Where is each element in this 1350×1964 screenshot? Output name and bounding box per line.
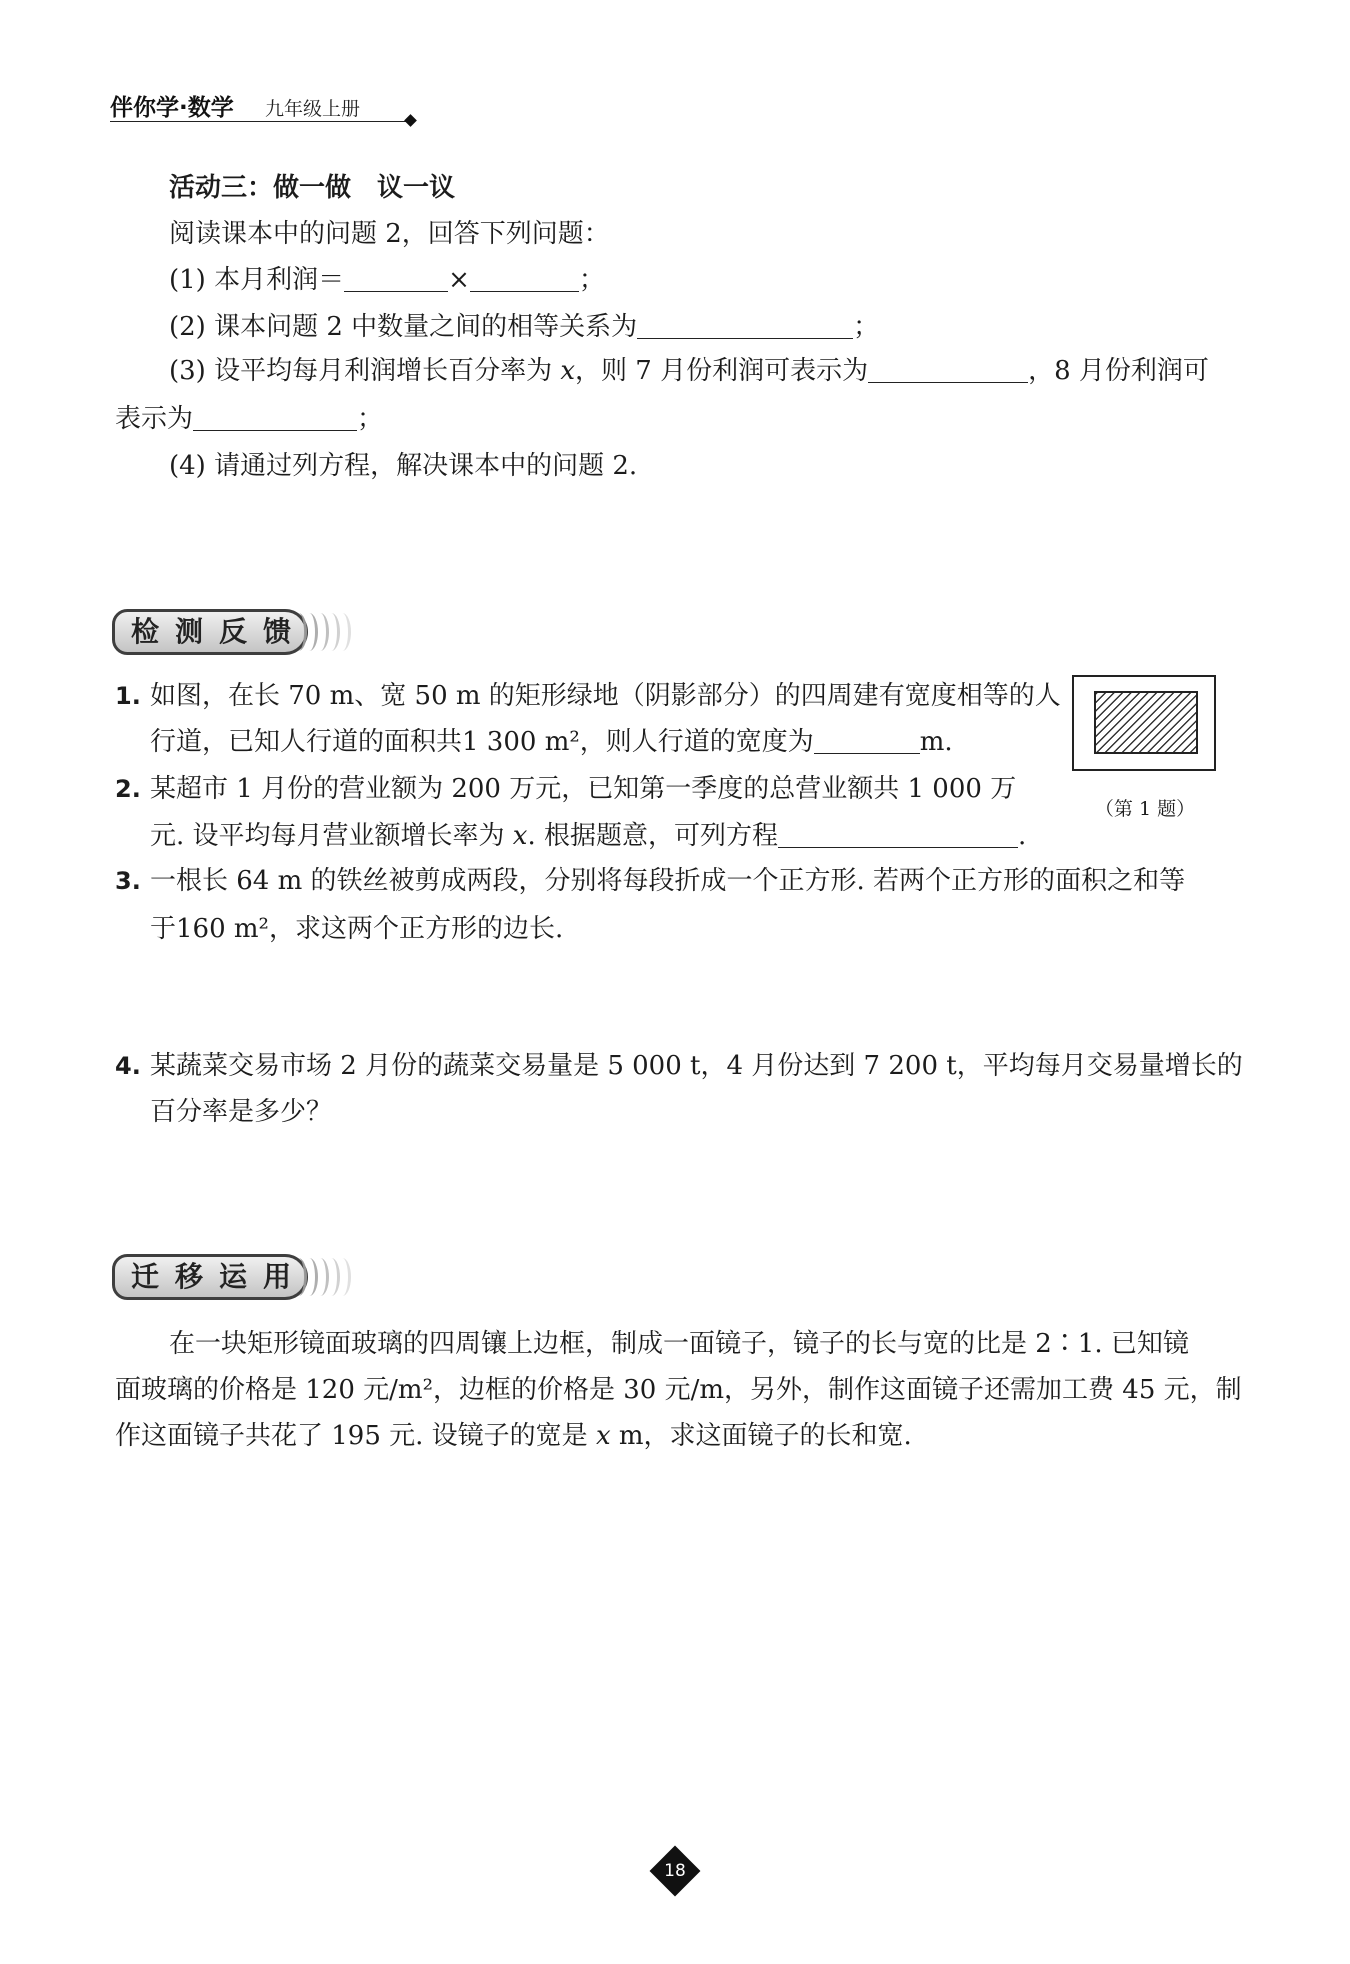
question-1 — [115, 678, 1061, 714]
section-banner-transfer — [112, 1254, 338, 1300]
item-text: 表示为 — [115, 404, 194, 434]
question-text: 某超市 1 月份的营业额为 200 万元，已知第一季度的总营业额共 1 000 万 — [150, 774, 1017, 804]
answer-blank — [778, 823, 1018, 848]
banner-arc-decoration — [334, 613, 351, 651]
activity-title: 活动三：做一做 议一议 — [169, 173, 456, 203]
question-text: 一根长 64 m 的铁丝被剪成两段，分别将每段折成一个正方形. 若两个正方形的面积之和等 — [150, 866, 1186, 896]
question-number: 3. — [115, 867, 141, 895]
answer-blank — [193, 406, 357, 431]
question-2-continued — [150, 818, 1026, 854]
variable-x: x — [560, 356, 576, 386]
question-number: 2. — [115, 775, 141, 803]
item-text: ，8 月份利润可 — [1028, 356, 1209, 386]
question-text: 行道，已知人行道的面积共1 300 m²，则人行道的宽度为 — [150, 727, 814, 757]
question-4 — [115, 1048, 1243, 1084]
question-4-continued — [150, 1094, 332, 1130]
activity-item-1 — [169, 262, 605, 298]
answer-blank — [814, 729, 920, 754]
header-rule — [110, 121, 410, 122]
transfer-paragraph-line-2: 面玻璃的价格是 120 元/m²，边框的价格是 30 元/m，另外，制作这面镜子还需加工费 45 元，制 — [115, 1375, 1242, 1405]
paragraph-text: m，求这面镜子的长和宽. — [610, 1421, 912, 1451]
question-number: 1. — [115, 682, 141, 710]
item-text: 本月利润＝ — [214, 265, 345, 295]
item-number: (1) — [169, 265, 215, 295]
figure-caption: （第 1 题） — [1094, 798, 1196, 820]
question-text: 如图，在长 70 m、宽 50 m 的矩形绿地（阴影部分）的四周建有宽度相等的人 — [150, 681, 1061, 711]
item-end: ； — [357, 404, 384, 434]
activity-intro: 阅读课本中的问题 2，回答下列问题： — [169, 219, 610, 249]
item-number: (2) — [169, 312, 215, 342]
paragraph-text: 作这面镜子共花了 195 元. 设镜子的宽是 — [115, 1421, 596, 1451]
question-text: 于160 m²，求这两个正方形的边长. — [150, 914, 564, 944]
activity-item-4 — [169, 448, 637, 484]
question-text: . 根据题意，可列方程 — [527, 821, 778, 851]
item-end: ； — [853, 312, 880, 342]
question-text: 元. 设平均每月营业额增长率为 — [150, 821, 513, 851]
item-number: (3) — [169, 356, 215, 386]
grade-volume-label: 九年级上册 — [265, 98, 361, 120]
figure-hatched-lawn-rectangle — [1094, 691, 1198, 754]
item-text: 设平均每月利润增长百分率为 — [214, 356, 561, 386]
answer-blank — [344, 267, 448, 292]
variable-x: x — [512, 821, 528, 851]
variable-x: x — [595, 1421, 611, 1451]
question-text: 百分率是多少？ — [150, 1097, 333, 1127]
item-number: (4) — [169, 451, 215, 481]
question-text: 某蔬菜交易市场 2 月份的蔬菜交易量是 5 000 t，4 月份达到 7 200 t，平均每月交易量增长的 — [150, 1051, 1243, 1081]
question-2 — [115, 771, 1016, 807]
section-banner-feedback — [112, 609, 338, 655]
section-title: 检测反馈 — [112, 609, 308, 655]
transfer-paragraph-line-1: 在一块矩形镜面玻璃的四周镶上边框，制成一面镜子，镜子的长与宽的比是 2∶1. 已知镜 — [169, 1329, 1189, 1359]
question-end: . — [1018, 821, 1027, 851]
item-end: ； — [578, 265, 605, 295]
answer-blank — [868, 358, 1028, 383]
header-diamond-icon — [404, 114, 417, 127]
activity-item-2 — [169, 309, 879, 345]
banner-arc-decoration — [334, 1258, 351, 1296]
answer-blank — [470, 267, 579, 292]
item-text: 请通过列方程，解决课本中的问题 2. — [214, 451, 638, 481]
item-text: ，则 7 月份利润可表示为 — [575, 356, 869, 386]
question-unit: m. — [919, 727, 953, 757]
question-1-continued — [150, 724, 953, 760]
question-number: 4. — [115, 1052, 141, 1080]
times-sign: × — [448, 265, 470, 295]
answer-blank — [637, 314, 853, 339]
activity-item-3 — [169, 353, 1209, 389]
section-title: 迁移运用 — [112, 1254, 308, 1300]
question-3-continued — [150, 911, 563, 947]
page-number: 18 — [664, 1861, 686, 1881]
book-series-title: 伴你学·数学 — [110, 95, 234, 121]
item-text: 课本问题 2 中数量之间的相等关系为 — [214, 312, 638, 342]
question-3 — [115, 863, 1185, 899]
transfer-paragraph-line-3 — [115, 1418, 912, 1454]
activity-item-3-continued — [115, 401, 383, 437]
